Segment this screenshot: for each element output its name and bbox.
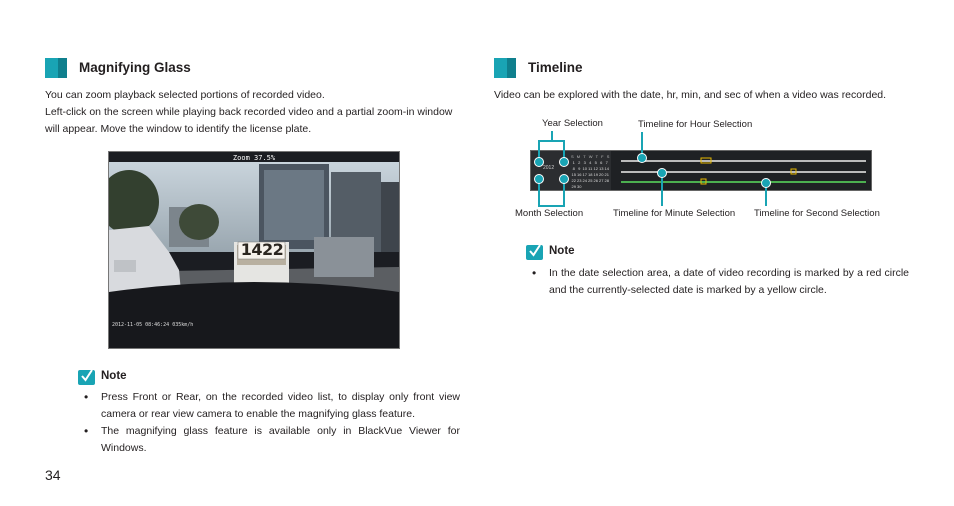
weekday: F [601,154,604,159]
date-grid[interactable] [571,160,611,190]
calendar-date[interactable]: 29 [571,184,576,189]
note-item: • In the date selection area, a date of video recording is marked by a red circle and the currently-selected date is marked by a yellow circle. [529,265,909,299]
calendar-date[interactable]: 9 [578,166,581,171]
calendar-date[interactable]: 1 [572,160,575,165]
note-item: • Press Front or Rear, on the recorded video list, to display only front view camera or rear view camera to enable the magnifying glass feature. [81,389,460,423]
video-timestamp: 2012-11-05 08:46:24 035km/h [112,322,194,328]
heading-timeline: Timeline [528,60,583,75]
magnifier-para-1: You can zoom playback selected portions of recorded video. [45,89,325,101]
weekday: T [583,154,586,159]
calendar-date[interactable]: 8 [572,166,575,171]
calendar-date[interactable]: 30 [577,184,582,189]
calendar-date[interactable]: 3 [583,160,586,165]
timeline-bars[interactable] [611,151,871,190]
second-callout-dot [761,178,771,188]
minute-callout-dot [657,168,667,178]
weekday: M [576,154,581,159]
calendar-date[interactable]: 22 [571,178,576,183]
hour-callout-dot [637,153,647,163]
check-icon [78,370,95,385]
weekday: W [588,154,593,159]
month-callout-dot [534,174,544,184]
calendar-date[interactable]: 27 [599,178,604,183]
calendar-date[interactable]: 17 [582,172,587,177]
heading-magnifying-glass: Magnifying Glass [79,60,191,75]
video-screenshot [108,151,400,349]
year-callout-dot [559,157,569,167]
note-title-left: Note [101,370,127,382]
year-callout-line [563,140,565,158]
calendar-date[interactable]: 10 [582,166,587,171]
license-plate-zoom: 1422 [240,240,284,259]
magnifier-para-2: Left-click on the screen while playing back recorded video and a partial zoom-in window will appear. Move the window to identify the license plate. [45,106,453,135]
label-hour-selection: Timeline for Hour Selection [638,119,753,130]
year-callout-dot [534,157,544,167]
timeline-para: Video can be explored with the date, hr, min, and sec of when a video was recorded. [494,89,887,101]
calendar-date[interactable]: 16 [577,172,582,177]
page-number: 34 [45,467,61,483]
check-icon [526,245,543,260]
label-month-selection: Month Selection [515,208,584,219]
calendar-date[interactable]: 23 [577,178,582,183]
label-second-selection: Timeline for Second Selection [754,208,880,219]
calendar-date[interactable]: 11 [588,166,593,171]
minute-callout-line [661,174,663,206]
calendar-date[interactable]: 2 [578,160,581,165]
calendar-date[interactable]: 18 [588,172,593,177]
calendar-date[interactable]: 26 [593,178,598,183]
timeline-widget [530,150,872,191]
calendar-date[interactable]: 5 [594,160,597,165]
calendar-date[interactable]: 14 [604,166,609,171]
label-minute-selection: Timeline for Minute Selection [613,208,736,219]
year-value: 2012 [543,165,555,171]
month-callout-line [538,205,565,207]
weekday: S [571,154,574,159]
calendar-date[interactable]: 25 [588,178,593,183]
calendar-date[interactable]: 15 [571,172,576,177]
calendar-area [531,151,611,190]
note-title-right: Note [549,245,575,257]
weekday: T [595,154,599,159]
calendar-date[interactable]: 12 [593,166,598,171]
weekday-row [571,154,609,159]
calendar-date[interactable]: 19 [593,172,598,177]
year-callout-stem [551,131,553,141]
year-callout-line [538,140,540,158]
section-icon [494,58,516,78]
calendar-date[interactable]: 28 [604,178,609,183]
note-list-right [529,265,909,299]
calendar-date[interactable]: 4 [589,160,592,165]
zoom-label: Zoom 37.5% [232,154,276,162]
calendar-date[interactable]: 20 [599,172,604,177]
weekday: S [606,154,610,159]
calendar-date[interactable]: 21 [604,172,609,177]
note-item: • The magnifying glass feature is available only in BlackVue Viewer for Windows. [81,423,460,457]
calendar-date[interactable]: 13 [599,166,604,171]
calendar-date[interactable]: 6 [600,160,603,165]
calendar-date[interactable]: 7 [605,160,608,165]
section-icon [45,58,67,78]
label-year-selection: Year Selection [542,118,603,129]
calendar-date[interactable]: 24 [582,178,587,183]
month-callout-dot [559,174,569,184]
note-list-left [81,389,460,457]
